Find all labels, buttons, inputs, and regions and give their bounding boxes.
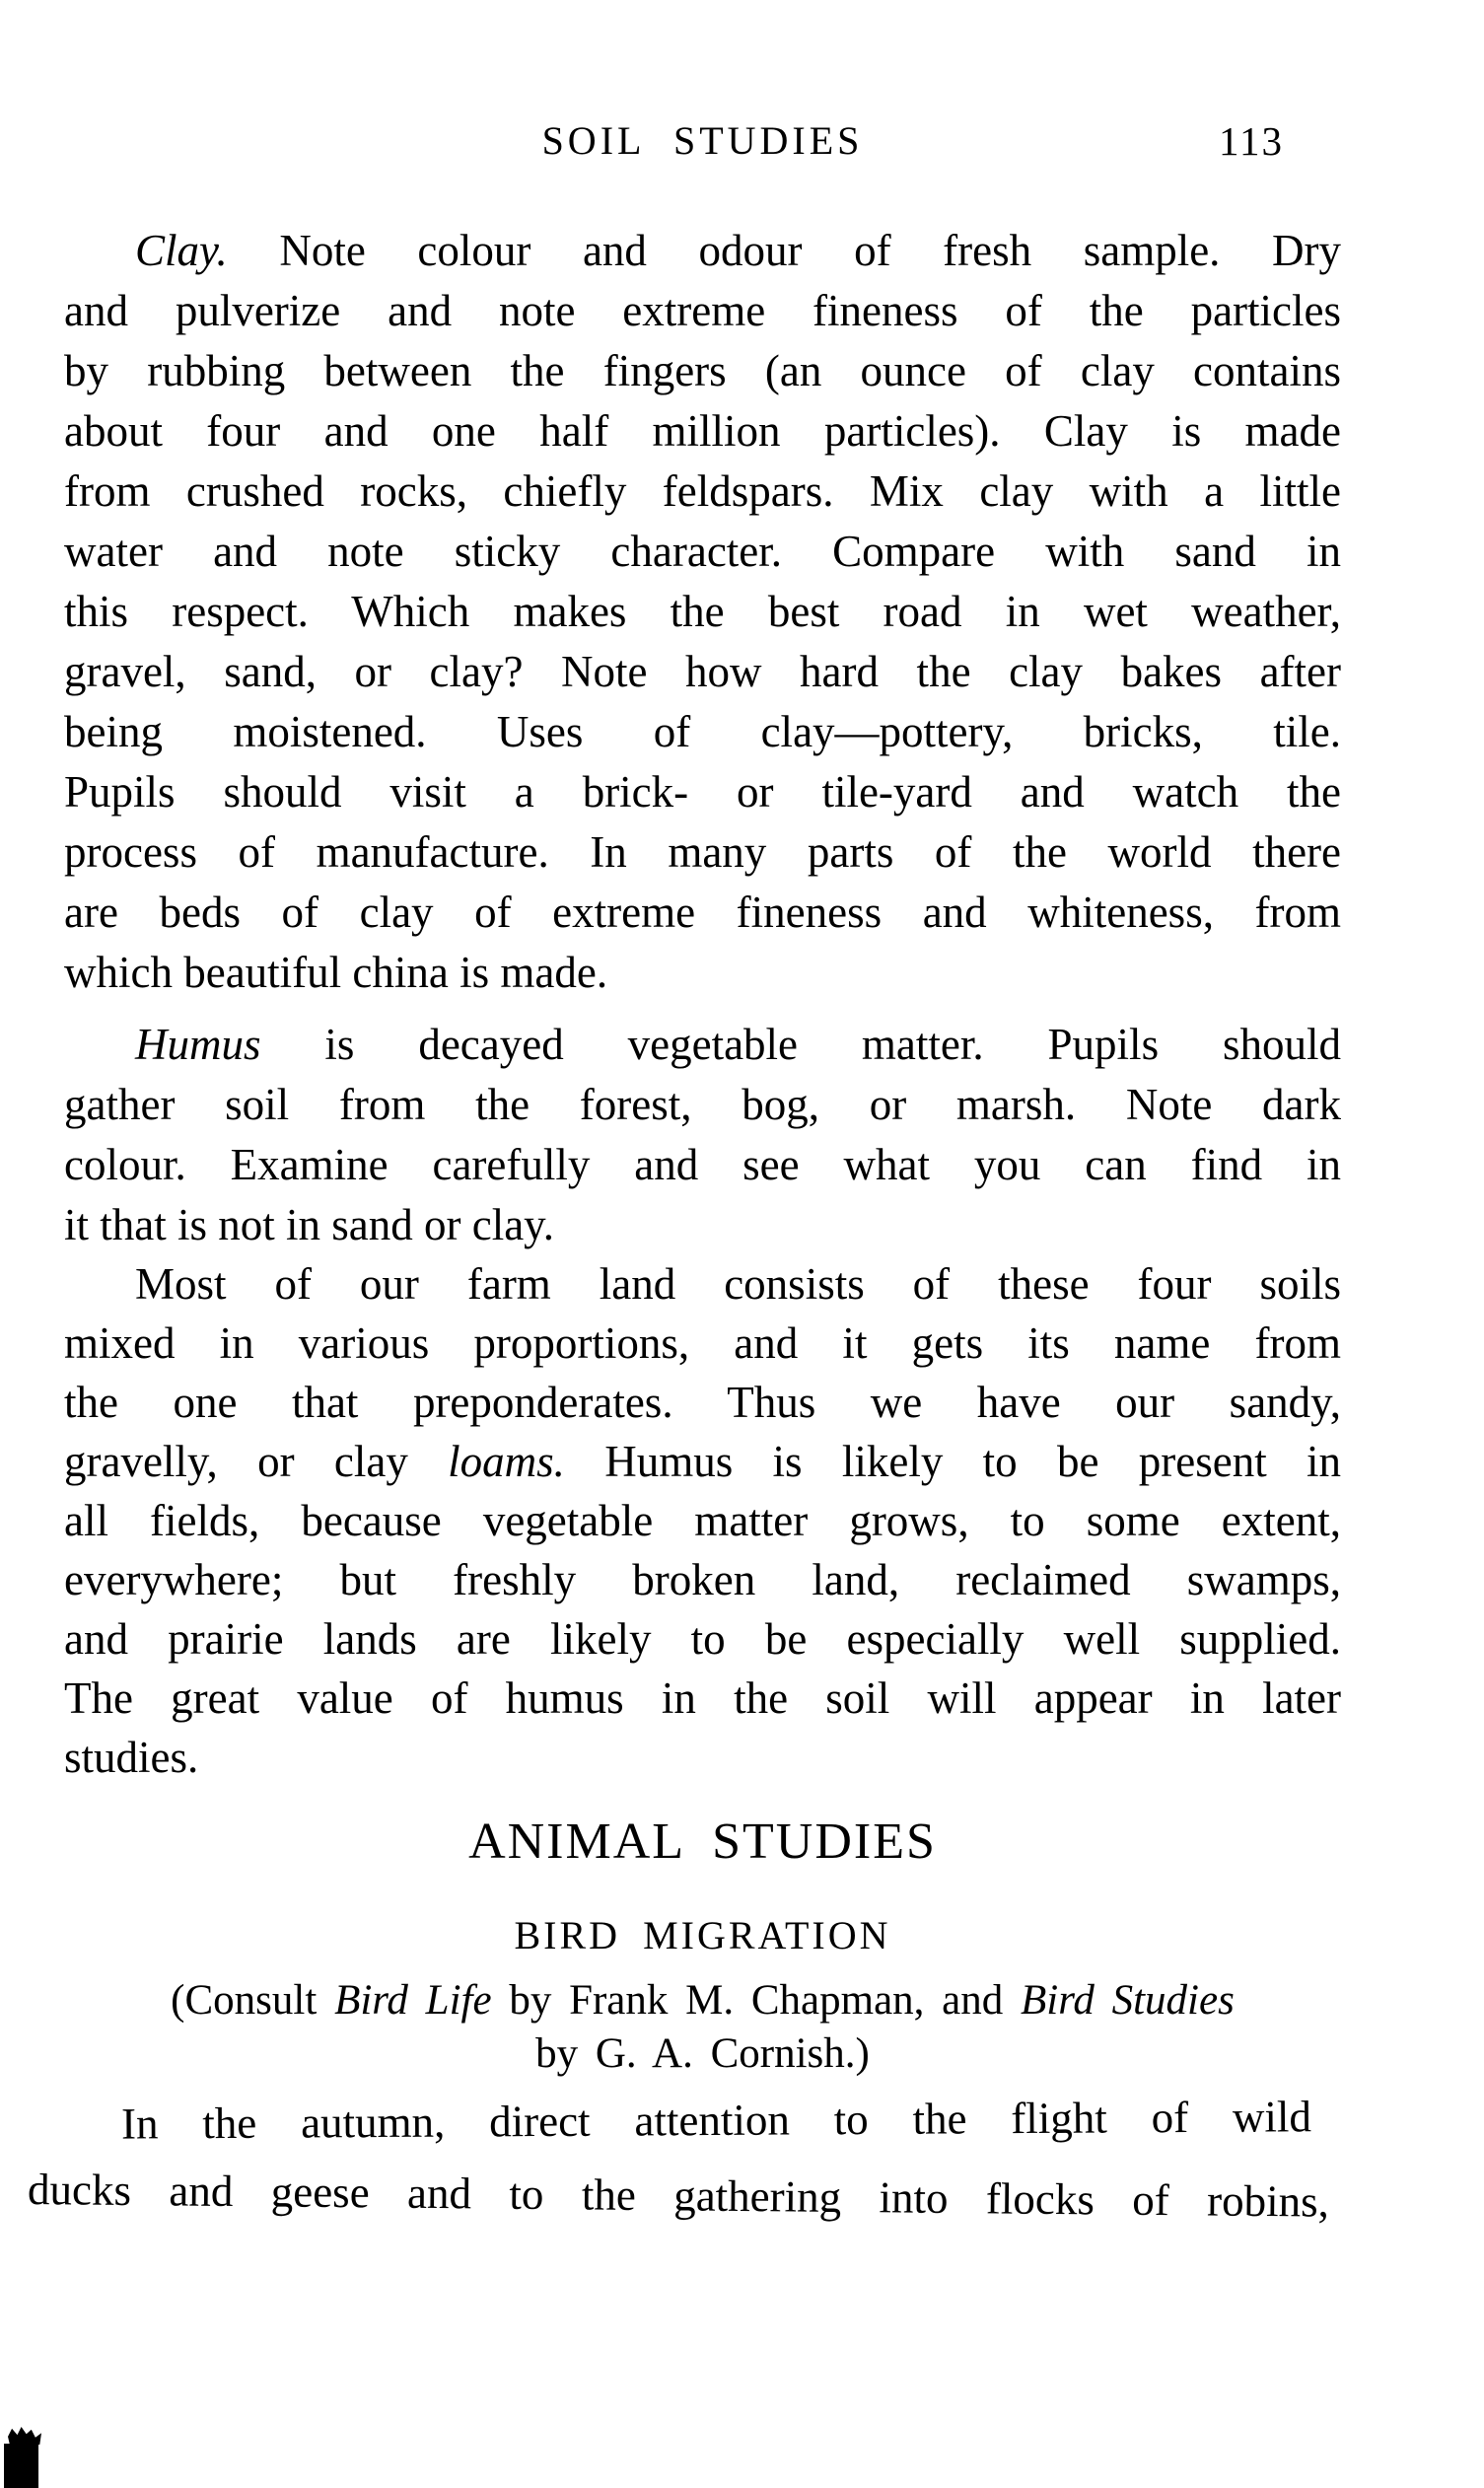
text-run: water and note sticky character. Compare with sand in <box>64 527 1341 576</box>
text-run: which beautiful china is made. <box>64 948 608 997</box>
text-line <box>64 1254 1341 1314</box>
text-run: is decayed vegetable matter. Pupils should <box>260 1020 1341 1069</box>
consult-note <box>64 1974 1341 2081</box>
text-run: Note colour and odour of fresh sample. Dry <box>227 226 1341 275</box>
text-run: about four and one half million particles). Clay is made <box>64 406 1341 456</box>
text-line <box>64 1550 1341 1609</box>
text-line <box>64 1015 1341 1075</box>
text-line <box>64 462 1341 522</box>
consult-note-line: by G. A. Cornish.) <box>535 2030 870 2077</box>
page-number: 113 <box>1219 118 1284 164</box>
consult-note-line <box>64 1974 1341 2027</box>
text-run: gravel, sand, or clay? Note how hard the clay bakes after <box>64 647 1341 696</box>
text-line <box>64 702 1341 762</box>
text-run: The great value of humus in the soil will appear in later <box>64 1673 1341 1723</box>
text-run: colour. Examine carefully and see what you can find in <box>64 1140 1341 1189</box>
italic-text: loams. <box>448 1437 565 1486</box>
section-heading-animal-studies: ANIMAL STUDIES <box>468 1813 937 1870</box>
text-line <box>64 1135 1341 1195</box>
sub-heading-bird-migration: BIRD MIGRATION <box>514 1913 891 1957</box>
text-run: gravelly, or clay <box>64 1437 449 1486</box>
text-run: being moistened. Uses of clay—pottery, bricks, tile. <box>64 707 1341 756</box>
text-line <box>64 1195 1341 1255</box>
text-run: Humus is likely to be present in <box>564 1437 1342 1486</box>
text-line <box>64 582 1341 642</box>
ink-blot <box>4 2444 38 2488</box>
text-line <box>64 762 1341 822</box>
text-run: all fields, because vegetable matter grows, to some extent, <box>64 1496 1341 1545</box>
text-run: it that is not in sand or clay. <box>64 1200 554 1249</box>
page-title: SOIL STUDIES <box>541 118 864 163</box>
text-line <box>64 883 1341 943</box>
text-line <box>64 1609 1341 1669</box>
text-run: Most of our farm land consists of these four soils <box>135 1259 1341 1309</box>
text-run: by rubbing between the fingers (an ounce of clay contains <box>64 346 1341 395</box>
text-run: this respect. Which makes the best road in wet weather, <box>64 587 1341 636</box>
italic-text: Clay. <box>135 226 228 275</box>
text-line <box>64 401 1341 462</box>
text-run: the one that preponderates. Thus we have our sandy, <box>64 1378 1341 1427</box>
text-run: process of manufacture. In many parts of the world there <box>64 827 1341 877</box>
italic-text: Bird Life <box>334 1977 492 2024</box>
italic-text: Bird Studies <box>1021 1977 1235 2024</box>
text-run: by Frank M. Chapman, and <box>491 1977 1021 2024</box>
text-line <box>64 822 1341 883</box>
paragraph-humus <box>64 1015 1341 1255</box>
text-line <box>64 221 1341 281</box>
text-line <box>64 642 1341 702</box>
paragraph-farm-land <box>64 1254 1341 1787</box>
text-run: (Consult <box>171 1977 335 2024</box>
italic-text: Humus <box>135 1020 261 1069</box>
text-line <box>64 1432 1341 1491</box>
text-run: Pupils should visit a brick- or tile-yard and watch the <box>64 767 1341 817</box>
paragraph-bird-migration-line2: ducks and geese and to the gathering into flocks of robins, <box>27 2165 1330 2227</box>
text-run: and pulverize and note extreme fineness of the particles <box>64 286 1341 335</box>
text-run: gather soil from the forest, bog, or marsh. Note dark <box>64 1080 1341 1129</box>
paragraph-clay <box>64 221 1341 1003</box>
text-line <box>64 943 1341 1003</box>
text-run: and prairie lands are likely to be especially well supplied. <box>64 1614 1341 1664</box>
text-line <box>64 1314 1341 1373</box>
text-line <box>64 1728 1341 1787</box>
text-line <box>64 1491 1341 1550</box>
text-run: studies. <box>64 1733 199 1782</box>
text-line <box>64 281 1341 341</box>
ink-blot-speck <box>8 2427 41 2445</box>
running-header <box>64 117 1341 165</box>
text-run: from crushed rocks, chiefly feldspars. Mix clay with a little <box>64 466 1341 516</box>
text-line <box>64 1669 1341 1728</box>
paragraph-bird-migration-line1: In the autumn, direct attention to the flight of wild <box>120 2092 1312 2149</box>
text-run: are beds of clay of extreme fineness and whiteness, from <box>64 888 1341 937</box>
text-run: everywhere; but freshly broken land, reclaimed swamps, <box>64 1555 1341 1604</box>
text-line <box>64 1075 1341 1135</box>
text-line <box>64 341 1341 401</box>
text-run: mixed in various proportions, and it gets its name from <box>64 1318 1341 1368</box>
text-line <box>64 1373 1341 1432</box>
text-line <box>64 522 1341 582</box>
